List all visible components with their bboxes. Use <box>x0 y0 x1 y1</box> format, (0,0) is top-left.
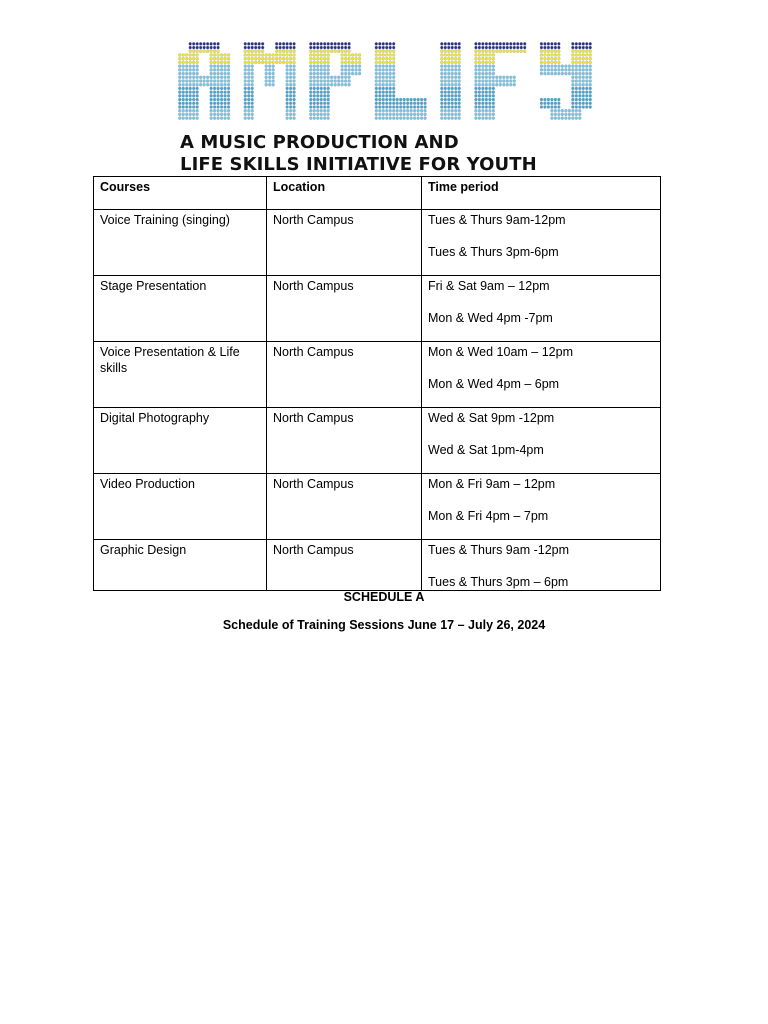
schedule-table <box>93 176 661 591</box>
tagline <box>180 132 537 176</box>
schedule-label: SCHEDULE A <box>343 590 425 604</box>
logo-letter-a <box>178 42 230 119</box>
table-row <box>94 276 661 342</box>
course-cell: Voice Training (singing) <box>94 210 267 276</box>
location-cell: North Campus <box>267 276 422 342</box>
location-cell: North Campus <box>267 474 422 540</box>
logo-letter-p <box>309 42 361 119</box>
course-cell: Video Production <box>94 474 267 540</box>
amplify-logo <box>178 42 592 120</box>
course-cell: Graphic Design <box>94 540 267 591</box>
table-row <box>94 342 661 408</box>
time-slot-2: Tues & Thurs 3pm-6pm <box>428 245 559 259</box>
time-slot-2: Mon & Wed 4pm -7pm <box>428 311 553 325</box>
time-period-cell <box>422 342 661 408</box>
location-cell: North Campus <box>267 408 422 474</box>
time-slot-1: Tues & Thurs 9am-12pm <box>428 213 566 227</box>
table-row <box>94 540 661 591</box>
column-header-location: Location <box>267 177 422 210</box>
time-slot-1: Tues & Thurs 9am -12pm <box>428 543 570 557</box>
table-row <box>94 408 661 474</box>
logo-letter-m <box>244 42 296 119</box>
time-period-cell <box>422 474 661 540</box>
course-cell: Digital Photography <box>94 408 267 474</box>
course-cell: Stage Presentation <box>94 276 267 342</box>
time-period-cell <box>422 210 661 276</box>
table-row <box>94 210 661 276</box>
logo-letter-f <box>474 42 526 119</box>
time-slot-2: Mon & Wed 4pm – 6pm <box>428 377 560 391</box>
logo-letter-y <box>540 42 592 119</box>
schedule-title: Schedule of Training Sessions June 17 – July 26, 2024 <box>222 618 546 632</box>
location-cell: North Campus <box>267 210 422 276</box>
column-header-time-period: Time period <box>422 177 661 210</box>
time-slot-2: Tues & Thurs 3pm – 6pm <box>428 575 569 589</box>
time-slot-1: Fri & Sat 9am – 12pm <box>428 279 550 293</box>
location-cell: North Campus <box>267 342 422 408</box>
time-period-cell <box>422 276 661 342</box>
time-slot-1: Wed & Sat 9pm -12pm <box>428 411 555 425</box>
time-period-cell <box>422 540 661 591</box>
logo-letter-i <box>440 42 460 119</box>
course-cell: Voice Presentation & Life skills <box>94 342 267 408</box>
tagline-line-1: A MUSIC PRODUCTION AND <box>180 132 459 153</box>
table-row <box>94 474 661 540</box>
time-period-cell <box>422 408 661 474</box>
logo-letter-l <box>375 42 427 119</box>
time-slot-1: Mon & Wed 10am – 12pm <box>428 345 573 359</box>
table-header-row <box>94 177 661 210</box>
time-slot-1: Mon & Fri 9am – 12pm <box>428 477 556 491</box>
tagline-line-2: LIFE SKILLS INITIATIVE FOR YOUTH <box>180 154 537 175</box>
time-slot-2: Mon & Fri 4pm – 7pm <box>428 509 549 523</box>
location-cell: North Campus <box>267 540 422 591</box>
column-header-courses: Courses <box>94 177 267 210</box>
time-slot-2: Wed & Sat 1pm-4pm <box>428 443 544 457</box>
